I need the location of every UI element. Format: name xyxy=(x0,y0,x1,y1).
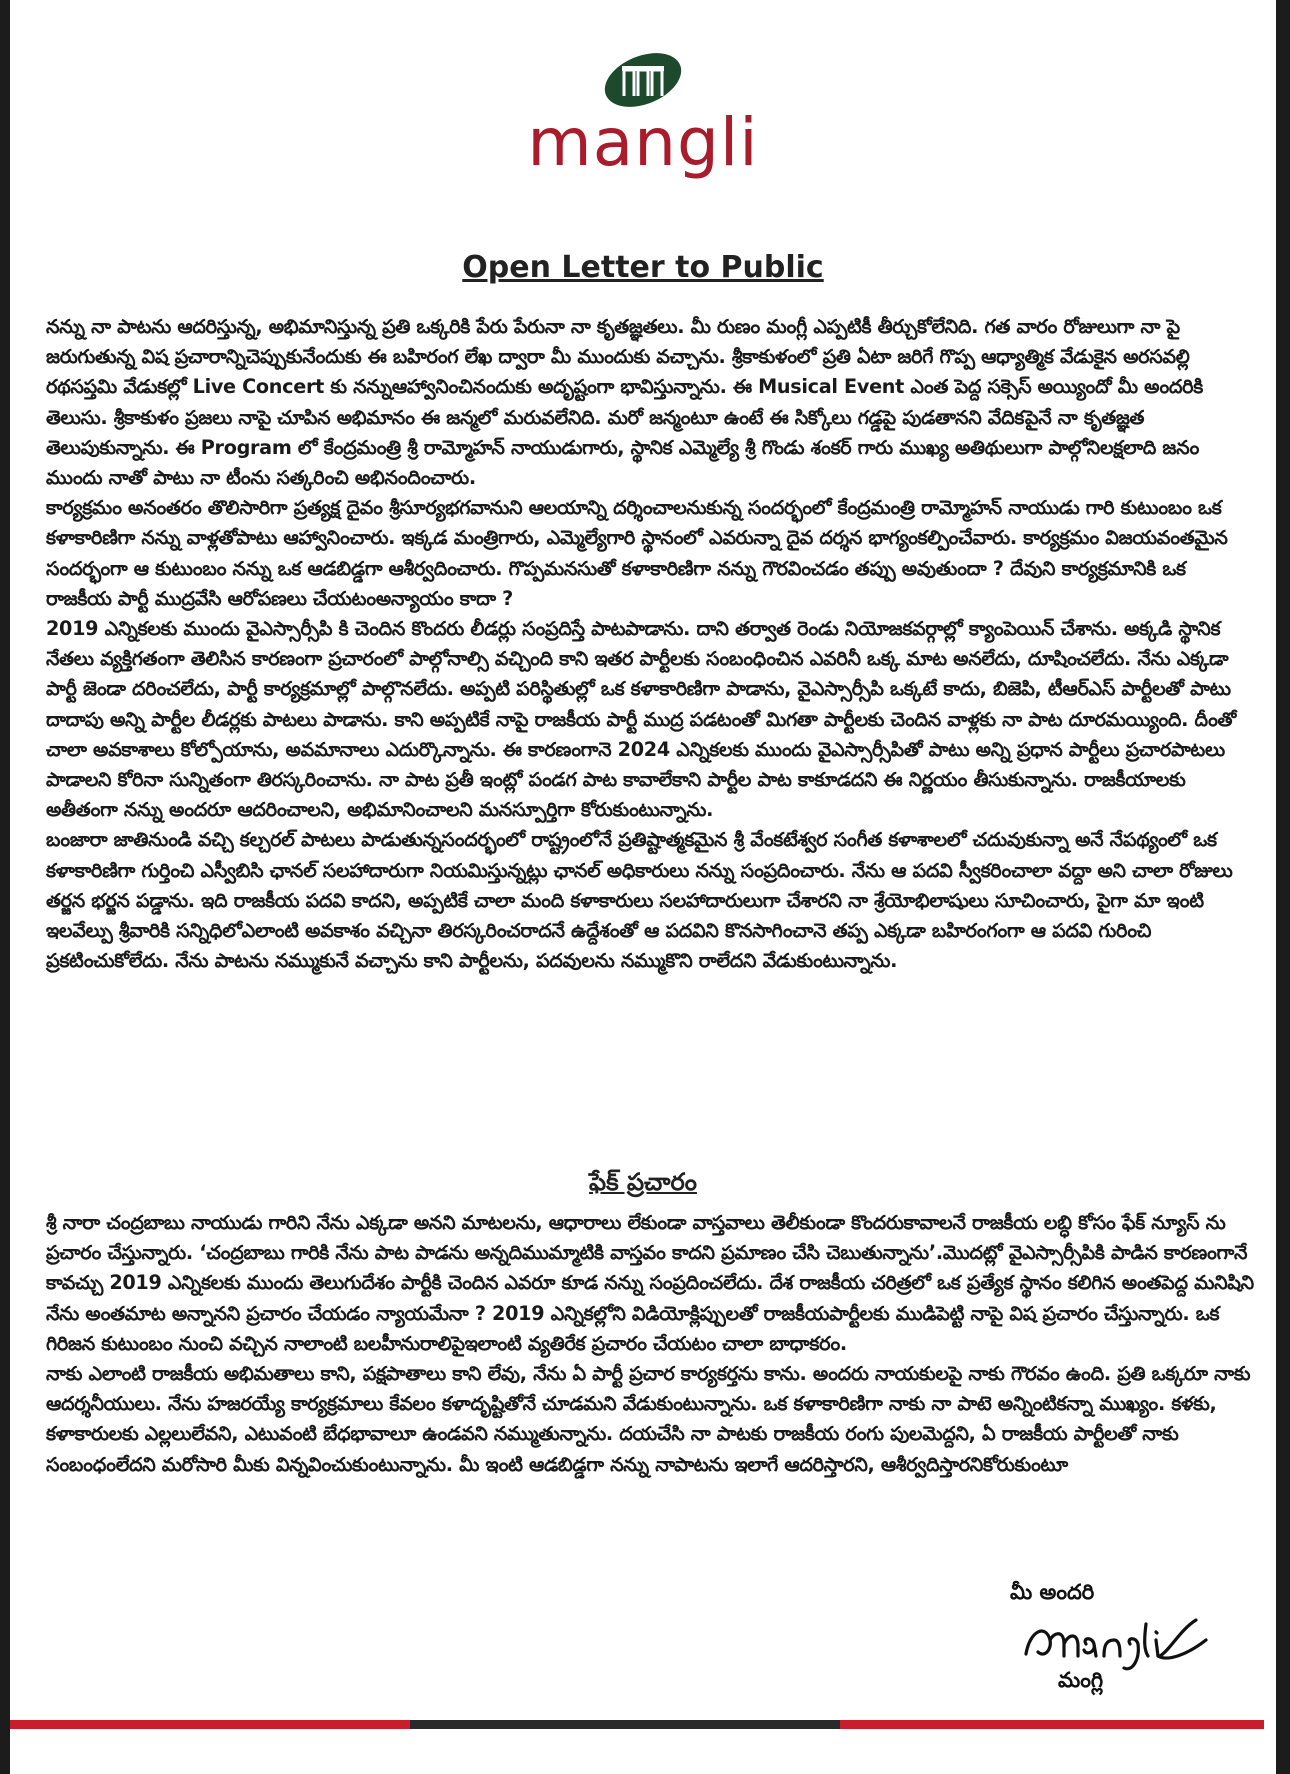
brand-logo xyxy=(10,52,1276,181)
letter-title: Open Letter to Public xyxy=(462,250,824,285)
footer-bar-red-left xyxy=(10,1720,410,1729)
footer-bar-red-right xyxy=(840,1720,1264,1729)
signatory-name: మంగ్లి xyxy=(1058,1668,1104,1692)
closing-line: మీ అందరి xyxy=(1010,1580,1095,1604)
paragraph: నాకు ఎలాంటి రాజకీయ అభిమతాలు కాని, పక్షపాతాలు కాని లేవు, నేను ఏ పార్టీ ప్రచార కార్యకర్తను కాను. అందరు నాయకులపై నాకు గౌరవం ఉంది. ప్రతి ఒక్కరూ నాకు ఆదర్శనీయులు. నేను హజరయ్యే కార్యక్రమాలు కేవలం కళాదృష్టితోనే చూడమని వేడుకుంటున్నాను. ఒక కళాకారిణిగా నాకు నా పాటె అన్నింటికన్నా ముఖ్యం. కళకు, కళాకారులకు ఎల్లలులేవని, ఎటువంటి బేధభావాలూ ఉండవని నమ్ముతున్నాను. దయచేసి నా పాటకు రాజకీయ రంగు పులమెద్దని, ఏ రాజకీయ పార్టీలతో నాకు సంబంధంలేదని మరోసారి మీకు విన్నవించుకుంటున్నాను. మీ ఇంటి ఆడబిడ్డగా నన్ను నాపాటను ఇలాగే ఆదరిస్తారని, ఆశీర్వదిస్తారనికోరుకుంటూ xyxy=(46,1362,1251,1476)
paragraph: కార్యక్రమం అనంతరం తొలిసారిగా ప్రత్యక్ష దైవం శ్రీసూర్యభగవానుని ఆలయాన్ని దర్శించాలనుకున్న సందర్భంలో కేంద్రమంత్రి రామ్మోహన్ నాయుడు గారి కుటుంబం ఒక కళాకారిణిగా నన్ను వాళ్లతోపాటు ఆహ్వానించారు. ఇక్కడ మంత్రిగారు, ఎమ్మెల్యేగారి స్థానంలో ఎవరున్నా దైవ దర్శన భాగ్యంకల్పించేవారు. కార్యక్రమం విజయవంతమైన సందర్భంగా ఆ కుటుంబం నన్ను ఒక ఆడబిడ్డగా ఆశీర్వదించారు. గొప్పమనసుతో కళాకారిణిగా నన్ను గౌరవించడం తప్పు అవుతుందా ? దేవుని కార్యక్రమానికి ఒక రాజకీయ పార్టీ ముద్రవేసి ఆరోపణలు చేయటంఅన్యాయం కాదా ? xyxy=(46,496,1228,610)
brand-wordmark: mangli xyxy=(527,104,759,181)
letter-body xyxy=(46,312,1256,976)
footer-color-bar xyxy=(10,1720,1264,1729)
mangli-leaf-icon xyxy=(600,52,686,108)
section-heading-fake-propaganda: ఫేక్ ప్రచారం xyxy=(589,1168,697,1196)
paragraph: శ్రీ నారా చంద్రబాబు నాయుడు గారిని నేను ఎక్కడా అనని మాటలను, ఆధారాలు లేకుండా వాస్తవాలు తెలీకుండా కొందరుకావాలనే రాజకీయ లబ్ధి కోసం ఫేక్ న్యూస్ ను ప్రచారం చేస్తున్నారు. ‘చంద్రబాబు గారికి నేను పాట పాడను అన్నదిముమ్మాటికి వాస్తవం కాదని ప్రమాణం చేసి చెబుతున్నాను’.మొదట్లో వైఎస్సార్సీపికి పాడిన కారణంగానే కావచ్చు 2019 ఎన్నికలకు ముందు తెలుగుదేశం పార్టీకి చెందిన ఎవరూ కూడ నన్ను సంప్రదించలేదు. దేశ రాజకీయ చరిత్రలో ఒక ప్రత్యేక స్థానం కలిగిన అంతపెద్ద మనిషిని నేను అంతమాట అన్నానని ప్రచారం చేయడం న్యాయమేనా ? 2019 ఎన్నికల్లోని విడియోక్లిప్పులతో రాజకీయపార్టీలకు ముడిపెట్టి నాపై విష ప్రచారం చేస్తున్నారు. ఒక గిరిజన కుటుంబం నుంచి వచ్చిన నాలాంటి బలహీనురాలిపైఇలాంటి వ్యతిరేక ప్రచారం చేయటం చాలా బాధాకరం. xyxy=(46,1211,1254,1355)
handwritten-signature xyxy=(1020,1610,1220,1676)
letter-body-section-2 xyxy=(46,1208,1256,1480)
letter-page xyxy=(10,0,1276,1774)
paragraph: 2019 ఎన్నికలకు ముందు వైఎస్సార్సీపి కి చెందిన కొందరు లీడర్లు సంప్రదిస్తే పాటపాడాను. దాని తర్వాత రెండు నియోజకవర్గాల్లో క్యాంపెయిన్ చేశాను. అక్కడి స్థానిక నేతలు వ్యక్తిగతంగా తెలిసిన కారణంగా ప్రచారంలో పాల్గోనాల్సి వచ్చింది కాని ఇతర పార్టీలకు సంబంధించిన ఎవరినీ ఒక్క మాట అనలేదు, దూషించలేదు. నేను ఎక్కడా పార్టీ జెండా దరించలేదు, పార్టీ కార్యక్రమాల్లో పాల్గొనలేదు. అప్పటి పరిస్థితుల్లో ఒక కళాకారిణిగా పాడాను, వైఎస్సార్సీపి ఒక్కటే కాదు, బిజెపి, టీఆర్ఎస్ పార్టీలతో పాటు దాదాపు అన్ని పార్టీల లీడర్లకు పాటలు పాడాను. కాని అప్పటికే నాపై రాజకీయ పార్టీ ముద్ర పడటంతో మిగతా పార్టీలకు చెందిన వాళ్లకు నా పాట దూరమయ్యింది. దీంతో చాలా అవకాశాలు కోల్పోయాను, అవమానాలు ఎదుర్కొన్నాను. ఈ కారణంగానె 2024 ఎన్నికలకు ముందు వైఎస్సార్సీపితో పాటు అన్ని ప్రధాన పార్టీలు ప్రచారపాటలు పాడాలని కోరినా సున్నితంగా తిరస్కరించాను. నా పాట ప్రతీ ఇంట్లో పండగ పాట కావాలేకాని పార్టీల పాట కాకూడదని ఈ నిర్ణయం తీసుకున్నాను. రాజకీయాలకు అతీతంగా నన్ను అందరూ ఆదరించాలని, అభిమానించాలని మనస్పూర్తిగా కోరుకుంటున్నాను. xyxy=(46,617,1236,822)
paragraph: బంజారా జాతినుండి వచ్చి కల్చరల్ పాటలు పాడుతున్నసందర్భంలో రాష్ట్రంలోనే ప్రతిష్టాత్మకమైన శ్రీ వేంకటేశ్వర సంగీత కళాశాలలో చదువుకున్నా అనే నేపథ్యంలో ఒక కళాకారిణిగా గుర్తించి ఎస్వీబిసి ఛానల్ సలహాదారుగా నియమిస్తున్నట్లు ఛానల్ అధికారులు నన్ను సంప్రదించారు. నేను ఆ పదవి స్వీకరించాలా వద్దా అని చాలా రోజులు తర్జన భర్జన పడ్డాను. ఇది రాజకీయ పదవి కాదని, అప్పటికే చాలా మంది కళాకారులు సలహాదారులుగా చేశారని నా శ్రేయోభిలాషులు సూచించారు, పైగా మా ఇంటి ఇలవేల్పు శ్రీవారికి సన్నిధిలోఎలాంటి అవకాశం వచ్చినా తిరస్కరించరాదనే ఉద్దేశంతో ఆ పదవిని కొనసాగించానె తప్ప ఎక్కడా బహిరంగంగా ఆ పదవి గురించి ప్రకటించుకోలేదు. నేను పాటను నమ్ముకునే వచ్చాను కాని పార్టీలను, పదవులను నమ్ముకొని రాలేదని వేడుకుంటున్నాను. xyxy=(46,828,1233,973)
paragraph: నన్ను నా పాటను ఆదరిస్తున్న, అభిమానిస్తున్న ప్రతి ఒక్కరికి పేరు పేరునా నా కృతజ్ఞతలు. మీ రుణం మంగ్లీ ఎప్పటికీ తీర్చుకోలేనిది. గత వారం రోజులుగా నా పై జరుగుతున్న విష ప్రచారాన్నిచెప్పుకునేందుకు ఈ బహిరంగ లేఖ ద్వారా మీ ముందుకు వచ్చాను. శ్రీకాకుళంలో ప్రతి ఏటా జరిగే గొప్ప ఆధ్యాత్మిక వేడుకైన అరసవల్లి రథసప్తమి వేడుకల్లో Live Concert కు నన్నుఆహ్వానించినందుకు అదృష్టంగా భావిస్తున్నాను. ఈ Musical Event ఎంత పెద్ద సక్సెస్ అయ్యిందో మీ అందరికి తెలుసు. శ్రీకాకుళం ప్రజలు నాపై చూపిన అభిమానం ఈ జన్మలో మరువలేనిది. మరో జన్మంటూ ఉంటే ఈ సిక్కోలు గడ్డపై పుడతానని వేదికపైనే నా కృతజ్ఞత తెలుపుకున్నాను. ఈ Program లో కేంద్రమంత్రి శ్రీ రామ్మోహన్ నాయుడుగారు, స్థానిక ఎమ్మెల్యే శ్రీ గొండు శంకర్ గారు ముఖ్య అతిథులుగా పాల్గోనిలక్షలాది జనం ముందు నాతో పాటు నా టీంను సత్కరించి అభినందించారు. xyxy=(46,315,1203,490)
footer-bar-dark-middle xyxy=(410,1720,840,1729)
